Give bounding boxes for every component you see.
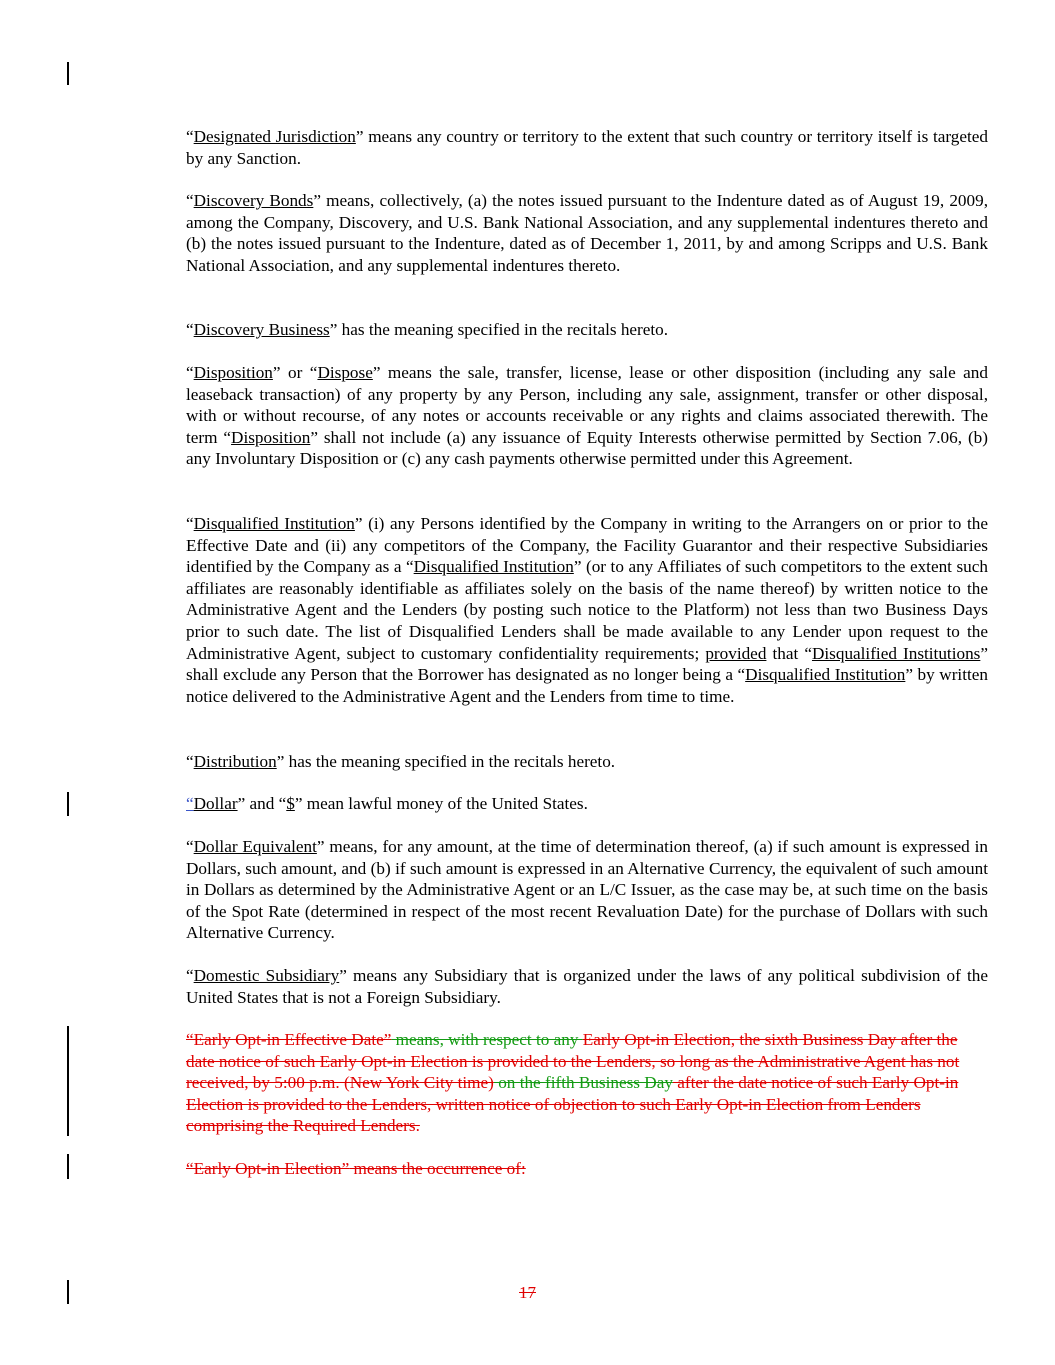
defined-term: Discovery Bonds — [193, 191, 314, 210]
change-bar — [67, 62, 69, 85]
defined-term: Disqualified Institution — [193, 514, 355, 533]
defined-term: Disposition — [231, 427, 311, 447]
defined-term: Designated Jurisdiction — [193, 127, 356, 146]
inserted-text: “ — [186, 794, 194, 813]
moved-text: on the fifth Business Day — [493, 1073, 673, 1093]
page-number: 17 — [519, 1283, 536, 1302]
defined-term: Domestic Subsidiary — [193, 966, 340, 985]
definition-disposition: “Disposition” or “Dispose” means the sale, transfer, license, lease or other disposition (including any sale and leaseback transaction) of any property by any Person, including any sale, assignment, transfer or other disposal, with or without recourse, of any notes or accounts receivable or any rights and claims associated therewith. The term “Disposition” shall not include (a) any issuance of Equity Interests otherwise permitted by Section 7.06, (b) any Involuntary Disposition or (c) any cash payments otherwise permitted under this Agreement. — [186, 363, 988, 469]
defined-term: Dollar — [193, 794, 238, 813]
defined-term: Disqualified Institution — [745, 665, 906, 685]
deleted-text: after the date notice of such Early Opt-in Election is provided to the Lenders, written notice of objection to such Early Opt-in Election from Lenders comprising the Required Lenders. — [186, 1073, 959, 1136]
defined-term: Disqualified Institutions — [811, 643, 981, 663]
definition-domestic-subsidiary: “Domestic Subsidiary” means any Subsidiary that is organized under the laws of any political subdivision of the United States that is not a Foreign Subsidiary. — [186, 966, 989, 1007]
definition-dollar: “Dollar” and “$” mean lawful money of the United States. — [186, 794, 588, 813]
definition-disqualified-institution: “Disqualified Institution” (i) any Persons identified by the Company in writing to the Arrangers on or prior to the Effective Date and (ii) any competitors of the Company, the Facility Guarantor and their respective Subsidiaries identified by the Company as a “Disqualified Institution” (or to any Affiliates of such competitors to the extent such affiliates are reasonably identifiable as affiliates solely on the basis of the name thereof) by written notice to the Administrative Agent and the Lenders (by posting such notice to the Platform) not less than two Business Days prior to such date. The list of Disqualified Lenders shall be made available to any Lender upon request to the Administrative Agent, subject to customary confidentiality requirements; provided that “Disqualified Institutions” shall exclude any Person that the Borrower has designated as no longer being a “Disqualified Institution” by written notice delivered to the Administrative Agent and the Lenders from time to time. — [186, 514, 988, 706]
change-bar — [67, 1154, 69, 1179]
defined-term: Disposition — [193, 363, 273, 382]
defined-term: Discovery Business — [193, 320, 330, 339]
defined-term: Dispose — [317, 363, 373, 382]
change-bar — [67, 792, 69, 816]
deleted-text: means the occurrence of: — [349, 1159, 526, 1178]
deleted-text: “Early Opt-in Election” — [186, 1159, 350, 1178]
definition-distribution: “Distribution” has the meaning specified in the recitals hereto. — [186, 752, 616, 771]
definition-discovery-bonds: “Discovery Bonds” means, collectively, (a) the notes issued pursuant to the Indenture dated as of August 19, 2009, among the Company, Discovery, and U.S. Bank National Association, and any supplemental indentures thereto and (b) the notes issued pursuant to the Indenture, dated as of December 1, 2011, by and among Scripps and U.S. Bank National Association, and any supplemental indentures thereto. — [186, 191, 988, 275]
change-bar — [67, 1026, 69, 1136]
definition-early-opt-in-effective-date — [124, 1029, 988, 1137]
definition-early-opt-in-election — [124, 1158, 988, 1180]
defined-term: Distribution — [193, 752, 277, 771]
defined-term: Disqualified Institution — [413, 557, 574, 577]
provided-term: provided — [705, 643, 767, 663]
moved-text: means, with respect to any — [391, 1030, 583, 1049]
definition-designated-jurisdiction: “Designated Jurisdiction” means any country or territory to the extent that such country or territory itself is targeted by any Sanction. — [186, 127, 988, 168]
definition-discovery-business: “Discovery Business” has the meaning specified in the recitals hereto. — [186, 320, 669, 339]
defined-term: $ — [286, 794, 295, 813]
deleted-text: “Early Opt-in Effective Date” — [186, 1030, 392, 1049]
defined-term: Dollar Equivalent — [193, 837, 317, 856]
deleted-text: Early Opt-in Election, the sixth Business Day after the date notice of such Early Opt-in Election is provided to the Lenders, so long as the Administrative Agent has not received, by 5:00 p.m. (New York City time) — [186, 1030, 960, 1093]
definition-dollar-equivalent: “Dollar Equivalent” means, for any amount, at the time of determination thereof, (a) if such amount is expressed in Dollars, such amount, and (b) if such amount is expressed in an Alternative Currency, the equivalent of such amount in Dollars as determined by the Administrative Agent or an L/C Issuer, as the case may be, at such time on the basis of the Spot Rate (determined in respect of the most recent Revaluation Date) for the purchase of Dollars with such Alternative Currency. — [186, 837, 988, 943]
